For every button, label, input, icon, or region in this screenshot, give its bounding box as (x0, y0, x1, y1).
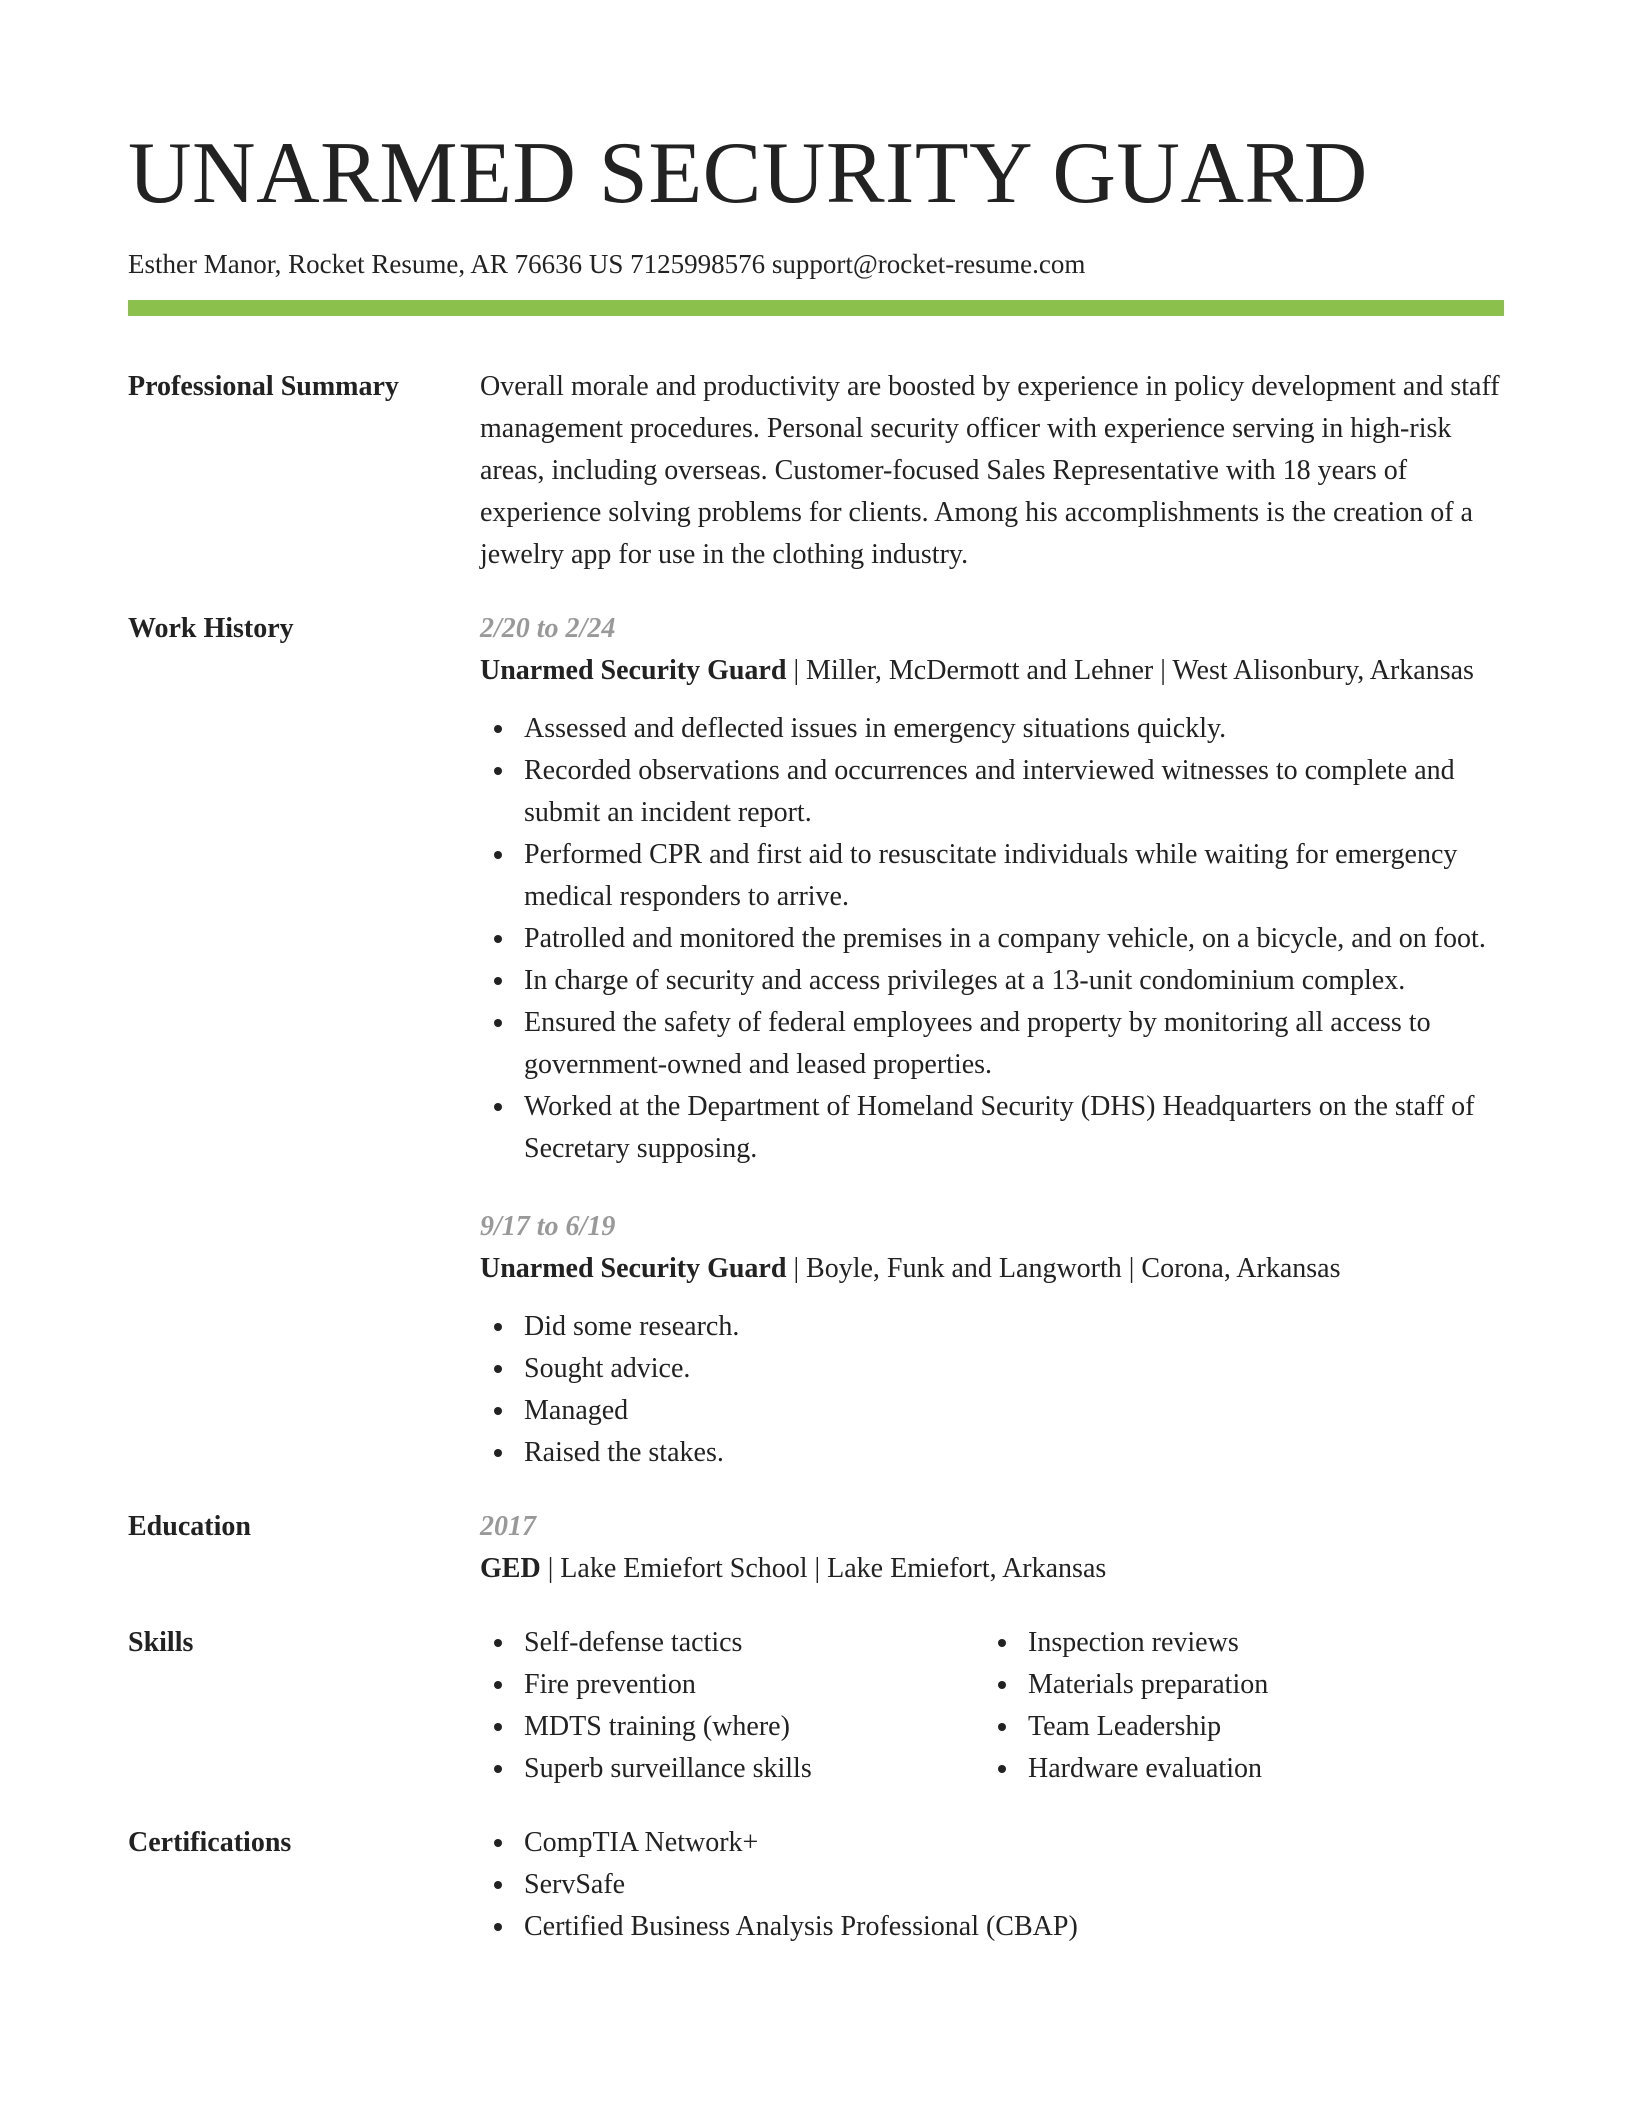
list-item: Worked at the Department of Homeland Security (DHS) Headquarters on the staff of Secretary supposing. (480, 1086, 1504, 1170)
list-item: Patrolled and monitored the premises in a company vehicle, on a bicycle, and on foot. (480, 918, 1504, 960)
summary-text: Overall morale and productivity are boosted by experience in policy development and staff management procedures. Personal security officer with experience serving in high-risk areas, including overseas. Customer-focused Sales Representative with 18 years of experience solving problems for clients. Among his accomplishments is the creation of a jewelry app for use in the clothing industry. (480, 371, 1500, 571)
section-certifications (128, 1822, 1504, 1948)
skills-column-left (480, 1622, 984, 1790)
section-education (128, 1506, 1504, 1590)
list-item: Hardware evaluation (984, 1748, 1488, 1790)
job-dates: 9/17 to 6/19 (480, 1211, 616, 1243)
resume-title: UNARMED SECURITY GUARD (128, 125, 1368, 222)
list-item: Certified Business Analysis Professional (CBAP) (480, 1906, 1504, 1948)
list-item: In charge of security and access privileges at a 13-unit condominium complex. (480, 960, 1504, 1002)
job-details: | Boyle, Funk and Langworth | Corona, Arkansas (786, 1253, 1341, 1285)
list-item: Raised the stakes. (480, 1432, 1504, 1474)
list-item: ServSafe (480, 1864, 1504, 1906)
list-item: Ensured the safety of federal employees and property by monitoring all access to government-owned and leased properties. (480, 1002, 1504, 1086)
list-item: Recorded observations and occurrences and interviewed witnesses to complete and submit an incident report. (480, 750, 1504, 834)
job-title: Unarmed Security Guard (480, 1253, 787, 1285)
list-item: Did some research. (480, 1306, 1504, 1348)
skills-list (480, 1622, 1504, 1790)
list-item: Sought advice. (480, 1348, 1504, 1390)
section-label: Education (128, 1511, 251, 1543)
section-label: Work History (128, 613, 294, 645)
list-item: CompTIA Network+ (480, 1822, 1504, 1864)
education-line (480, 1548, 1504, 1590)
accent-divider (128, 300, 1504, 316)
list-item: Self-defense tactics (480, 1622, 984, 1664)
education-degree: GED (480, 1553, 541, 1585)
section-label: Professional Summary (128, 371, 399, 403)
section-professional-summary (128, 366, 1504, 576)
list-item: Performed CPR and first aid to resuscitate individuals while waiting for emergency medical responders to arrive. (480, 834, 1504, 918)
list-item: Managed (480, 1390, 1504, 1432)
contact-info: Esther Manor, Rocket Resume, AR 76636 US 7125998576 support@rocket-resume.com (128, 249, 1086, 279)
education-entry (480, 1506, 1504, 1590)
certifications-list (480, 1822, 1504, 1948)
section-skills (128, 1622, 1504, 1790)
list-item: Assessed and deflected issues in emergency situations quickly. (480, 708, 1504, 750)
list-item: Fire prevention (480, 1664, 984, 1706)
list-item: Superb surveillance skills (480, 1748, 984, 1790)
job-entry (480, 608, 1504, 1170)
list-item: MDTS training (where) (480, 1706, 984, 1748)
job-title: Unarmed Security Guard (480, 655, 787, 687)
list-item: Materials preparation (984, 1664, 1488, 1706)
certifications-items (480, 1822, 1504, 1948)
job-line (480, 1248, 1504, 1290)
skills-column-right (984, 1622, 1488, 1790)
section-work-history (128, 608, 1504, 1474)
job-entry (480, 1206, 1504, 1474)
list-item: Inspection reviews (984, 1622, 1488, 1664)
education-year: 2017 (480, 1511, 536, 1543)
job-line (480, 650, 1504, 692)
list-item: Team Leadership (984, 1706, 1488, 1748)
job-dates: 2/20 to 2/24 (480, 613, 616, 645)
job-bullets (480, 708, 1504, 1170)
education-details: | Lake Emiefort School | Lake Emiefort, Arkansas (540, 1553, 1107, 1585)
job-bullets (480, 1306, 1504, 1474)
job-details: | Miller, McDermott and Lehner | West Alisonbury, Arkansas (786, 655, 1474, 687)
work-history-list (480, 608, 1504, 1474)
section-label: Certifications (128, 1827, 292, 1859)
section-label: Skills (128, 1627, 194, 1659)
